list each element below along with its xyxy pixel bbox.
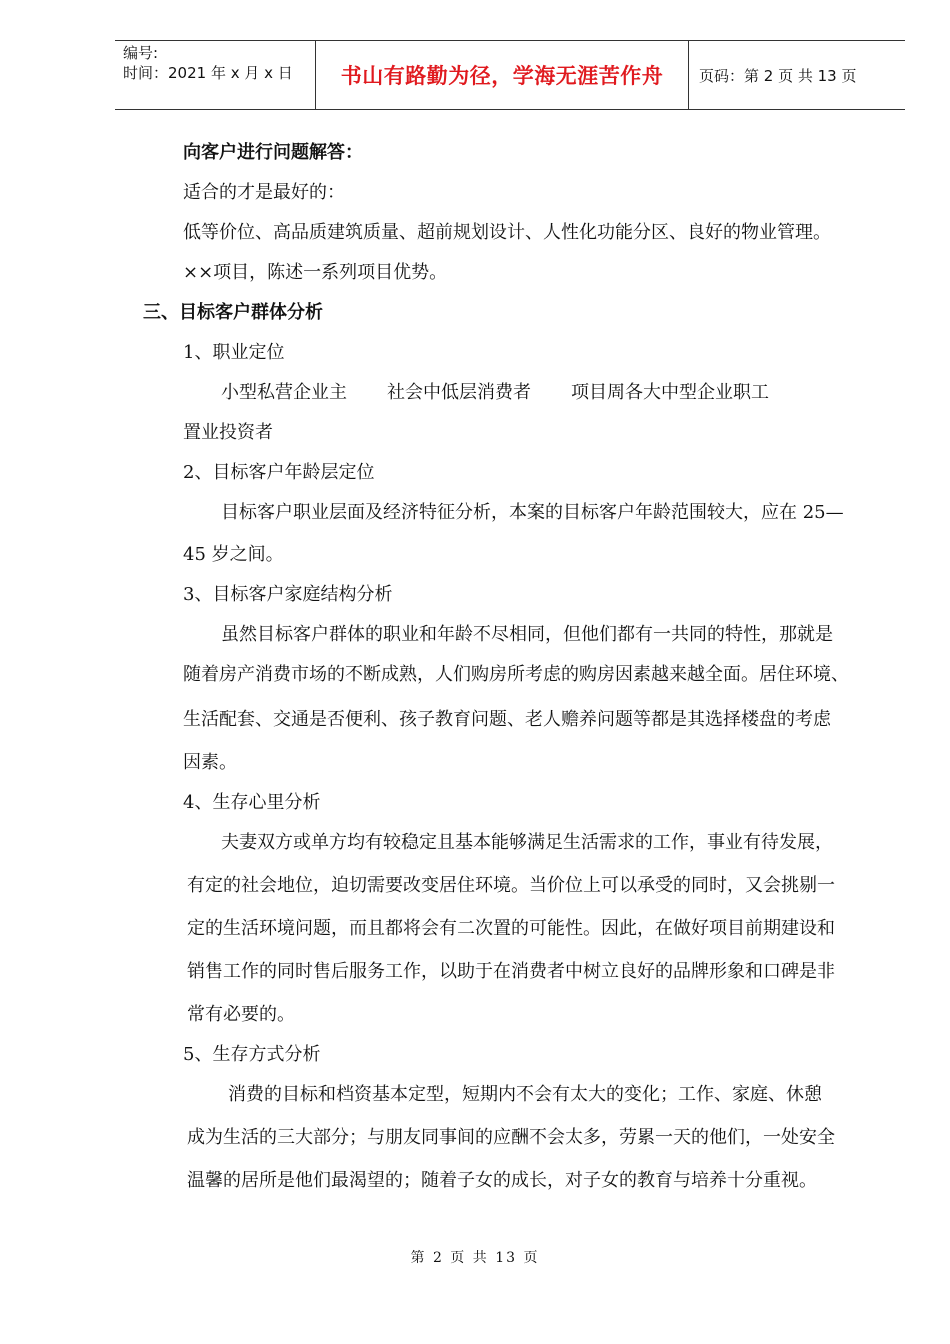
occupation-list bbox=[221, 378, 769, 404]
paragraph-line: 目标客户职业层面及经济特征分析，本案的目标客户年龄范围较大，应在 25— bbox=[221, 502, 844, 523]
paragraph-line: 夫妻双方或单方均有较稳定且基本能够满足生活需求的工作，事业有待发展， bbox=[221, 832, 833, 853]
subsection-title: 2、目标客户年龄层定位 bbox=[183, 462, 375, 483]
header-time: 时间：2021 年 x 月 x 日 bbox=[123, 64, 293, 82]
paragraph-line: 销售工作的同时售后服务工作，以助于在消费者中树立良好的品牌形象和口碑是非 bbox=[187, 961, 835, 982]
header-number: 编号: bbox=[123, 44, 159, 62]
paragraph-line: ××项目，陈述一系列项目优势。 bbox=[183, 262, 448, 283]
page-header bbox=[115, 40, 905, 110]
paragraph-line: 温馨的居所是他们最渴望的；随着子女的成长，对子女的教育与培养十分重视。 bbox=[187, 1170, 817, 1191]
paragraph-line: 适合的才是最好的： bbox=[183, 182, 345, 203]
section-heading: 三、目标客户群体分析 bbox=[143, 302, 323, 323]
subsection-title: 1、职业定位 bbox=[183, 342, 285, 363]
header-page-info: 页码：第 2 页 共 13 页 bbox=[699, 66, 857, 85]
paragraph-line: 成为生活的三大部分；与朋友同事间的应酬不会太多，劳累一天的他们，一处安全 bbox=[187, 1127, 835, 1148]
subsection-title: 5、生存方式分析 bbox=[183, 1044, 321, 1065]
answer-heading: 向客户进行问题解答： bbox=[183, 142, 363, 163]
subsection-title: 3、目标客户家庭结构分析 bbox=[183, 584, 393, 605]
paragraph-line: 45 岁之间。 bbox=[183, 544, 284, 565]
occupation-item: 小型私营企业主 bbox=[221, 382, 347, 403]
subsection-title: 4、生存心里分析 bbox=[183, 792, 321, 813]
paragraph-line: 有定的社会地位，迫切需要改变居住环境。当价位上可以承受的同时，又会挑剔一 bbox=[187, 875, 835, 896]
header-motto: 书山有路勤为径，学海无涯苦作舟 bbox=[316, 41, 689, 109]
paragraph-line: 虽然目标客户群体的职业和年龄不尽相同，但他们都有一共同的特性，那就是 bbox=[221, 624, 833, 645]
header-meta bbox=[115, 41, 316, 109]
paragraph-line: 定的生活环境问题，而且都将会有二次置的可能性。因此，在做好项目前期建设和 bbox=[187, 918, 835, 939]
occupation-item: 置业投资者 bbox=[183, 422, 273, 443]
paragraph-line: 消费的目标和档资基本定型，短期内不会有太大的变化；工作、家庭、休憩 bbox=[228, 1084, 822, 1105]
paragraph-line: 常有必要的。 bbox=[187, 1004, 295, 1025]
occupation-item: 社会中低层消费者 bbox=[387, 382, 531, 403]
occupation-item: 项目周各大中型企业职工 bbox=[571, 382, 769, 403]
page-footer: 第 2 页 共 13 页 bbox=[410, 1250, 540, 1266]
paragraph-line: 生活配套、交通是否便利、孩子教育问题、老人赡养问题等都是其选择楼盘的考虑 bbox=[183, 709, 831, 730]
paragraph-line: 低等价位、高品质建筑质量、超前规划设计、人性化功能分区、良好的物业管理。 bbox=[183, 222, 831, 243]
paragraph-line: 因素。 bbox=[183, 752, 237, 773]
paragraph-line: 随着房产消费市场的不断成熟，人们购房所考虑的购房因素越来越全面。居住环境、 bbox=[183, 664, 849, 685]
